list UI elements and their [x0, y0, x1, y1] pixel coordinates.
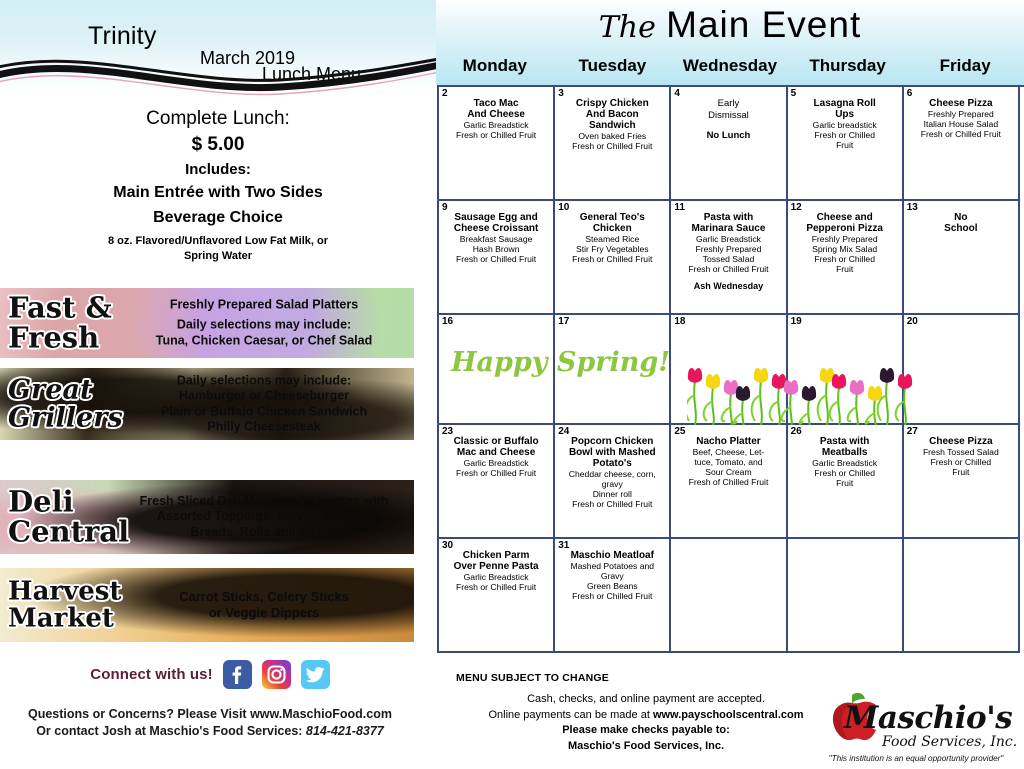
day-number: 30: [442, 540, 454, 551]
includes-entree: Main Entrée with Two Sides: [113, 184, 323, 201]
band-label-deli-central: Deli Central: [8, 484, 130, 548]
menu-item: Fresh or Chilled Fruit: [572, 499, 653, 510]
menu-items: [441, 98, 551, 140]
calendar-day-cell: [671, 87, 787, 201]
menu-item: Cheese Pizza: [929, 436, 993, 447]
day-number: 26: [790, 426, 802, 437]
contact-line-2: Or contact Josh at Maschio's Food Services: 814-421-8377: [36, 723, 384, 738]
instagram-icon[interactable]: [262, 660, 291, 689]
swoosh-divider: [0, 55, 450, 95]
menu-item: Green Beans: [586, 581, 638, 592]
menu-item: Spring Mix Salad: [812, 244, 878, 255]
category-band-harvest-market: [0, 568, 414, 642]
menu-item: Potato's: [592, 458, 632, 469]
calendar-day-cell: [439, 87, 555, 201]
category-band-great-grillers: [0, 368, 414, 440]
menu-items: [790, 436, 900, 488]
contact-line-1: Questions or Concerns? Please Visit www.MaschioFood.com: [28, 707, 392, 721]
menu-item: Oven baked Fries: [578, 131, 647, 141]
menu-items: [557, 212, 667, 264]
calendar-day-cell: [555, 87, 671, 201]
menu-item: Fresh of Chilled Fruit: [688, 477, 769, 488]
beverage-detail-milk: 8 oz. Flavored/Unflavored Low Fat Milk, or: [107, 235, 329, 247]
calendar-day-cell: [671, 425, 787, 539]
calendar-day-cell: [904, 425, 1020, 539]
menu-item: Taco Mac: [473, 98, 519, 109]
menu-item: Fresh or Chilled Fruit: [688, 264, 769, 275]
menu-item: Garlic breadstick: [812, 120, 877, 130]
maschios-logo: [808, 692, 1024, 769]
menu-item: Dinner roll: [592, 489, 632, 500]
menu-item: Garlic Breadstick: [695, 234, 761, 244]
menu-item: Breakfast Sausage: [459, 234, 533, 244]
menu-item: No Lunch: [706, 129, 751, 141]
connect-row: [0, 660, 420, 689]
menu-item: General Teo's: [579, 212, 645, 223]
complete-lunch-block: [0, 108, 436, 265]
beverage-detail-water: Spring Water: [183, 250, 253, 262]
band-desc-harvest-market: Carrot Sticks, Celery Sticks or Veggie Dippers: [179, 589, 349, 620]
category-band-deli-central: [0, 480, 414, 554]
menu-item: Fruit: [952, 467, 970, 478]
calendar-day-cell: [904, 87, 1020, 201]
includes-beverage: Beverage Choice: [153, 209, 283, 226]
calendar-grid: [437, 85, 1024, 653]
dayname-tuesday: Tuesday: [578, 56, 647, 75]
calendar-day-cell: [439, 201, 555, 315]
menu-item: Fresh Tossed Salad: [922, 447, 999, 457]
includes-label: Includes:: [185, 161, 251, 178]
menu-item: Fruit: [836, 478, 854, 489]
menu-item: Crispy Chicken: [575, 98, 649, 109]
calendar-title: [436, 4, 1024, 46]
menu-item: Fruit: [836, 140, 854, 151]
menu-items: [673, 436, 783, 487]
menu-item: Cheese Pizza: [929, 98, 993, 109]
menu-item: Fresh or Chilled Fruit: [920, 129, 1001, 140]
menu-item: Garlic Breadstick: [812, 458, 878, 468]
menu-items: [673, 98, 783, 142]
day-number: 2: [442, 88, 448, 99]
menu-item: Ups: [835, 109, 855, 120]
menu-item: tuce, Tomato, and: [694, 457, 763, 468]
menu-item: Popcorn Chicken: [571, 436, 654, 447]
calendar-day-cell: [904, 315, 1020, 425]
tulip-flowers-icon: [687, 357, 919, 425]
month-year: March 2019: [200, 48, 296, 68]
menu-item: Classic or Buffalo: [453, 436, 539, 447]
calendar-week-row: [439, 425, 1024, 539]
calendar-title-main: Main Event: [666, 4, 862, 45]
band-label-fast-fresh: Fast & Fresh: [8, 290, 112, 354]
calendar-empty-cell: [904, 539, 1020, 653]
calendar-day-cell: [555, 425, 671, 539]
menu-items: [557, 550, 667, 601]
payment-line-4: Maschio's Food Services, Inc.: [567, 739, 725, 752]
calendar-empty-cell: [788, 539, 904, 653]
band-desc-fast-fresh: Freshly Prepared Salad Platters Daily selections may include: Tuna, Chicken Caesar, or Chef Salad: [155, 297, 373, 348]
day-name-row: [436, 56, 1024, 76]
dayname-friday: Friday: [939, 56, 991, 75]
menu-item: Garlic Breadstick: [463, 458, 529, 468]
payment-line-3: Please make checks payable to:: [562, 724, 730, 737]
left-panel: [0, 0, 436, 769]
menu-item: Fresh or Chilled: [814, 468, 875, 479]
menu-item: Early: [717, 98, 740, 109]
menu-item: Cheese Croissant: [453, 223, 539, 234]
payment-info: [436, 692, 856, 754]
day-number: 13: [906, 202, 918, 213]
band-desc-deli-central: Fresh Sliced Deli Meats and Cheeses with Assorted Toppings. Served on fresh Breads, Rolls and Wraps: [139, 494, 389, 539]
payment-line-2: Online payments can be made at www.payschoolscentral.com: [488, 708, 804, 721]
equal-opportunity-statement: "This institution is an equal opportunity provider": [828, 754, 1004, 763]
calendar-header-banner: [436, 0, 1024, 85]
menu-item: Italian House Salad: [923, 119, 999, 130]
day-number: 16: [442, 316, 454, 327]
day-number: 20: [906, 316, 918, 327]
day-number: 11: [674, 202, 685, 213]
day-number: 5: [790, 88, 797, 99]
menu-item: Sour Cream: [705, 467, 752, 478]
menu-type-label: Lunch Menu: [262, 64, 362, 84]
menu-items: [790, 98, 900, 150]
day-number: 24: [558, 426, 570, 437]
menu-item: Nacho Platter: [696, 436, 761, 447]
band-desc-great-grillers: Daily selections may include: Hamburger or Cheeseburger Plain or Buffalo Chicken Sandwich Philly Cheesesteak: [160, 373, 368, 434]
calendar-week-row: [439, 201, 1024, 315]
day-number: 27: [906, 426, 918, 437]
menu-item: Fresh or Chilled Fruit: [572, 591, 653, 602]
menu-item: Chicken: [592, 223, 632, 234]
menu-item: And Cheese: [467, 109, 525, 120]
menu-item: Sausage Egg and: [454, 212, 538, 223]
menu-items: [441, 436, 551, 478]
happy-spring-text: Happy Spring!: [451, 347, 671, 378]
menu-items: [441, 550, 551, 592]
logo-wordmark: Maschio's: [844, 700, 1013, 736]
menu-item: Fresh or Chilled: [814, 254, 875, 265]
calendar-day-cell: [555, 201, 671, 315]
menu-item: Over Penne Pasta: [453, 561, 539, 572]
day-number: 6: [906, 88, 913, 99]
menu-item: Lasagna Roll: [813, 98, 876, 109]
complete-lunch-price: $ 5.00: [191, 134, 245, 155]
menu-item: Fruit: [836, 264, 854, 275]
day-number: 31: [558, 540, 570, 551]
menu-item: Fresh or Chilled Fruit: [455, 130, 537, 141]
menu-items: [673, 212, 783, 292]
facebook-icon[interactable]: [223, 660, 252, 689]
menu-items: [906, 98, 1016, 139]
day-number: 4: [674, 88, 680, 99]
calendar-day-cell: [904, 201, 1020, 315]
day-number: 3: [558, 88, 564, 99]
band-label-great-grillers: Great Grillers: [8, 374, 123, 433]
connect-label: Connect with us!: [90, 666, 213, 683]
calendar-day-cell: [788, 425, 904, 539]
menu-items: [441, 212, 551, 264]
menu-item: gravy: [601, 479, 623, 490]
calendar-empty-cell: [671, 539, 787, 653]
calendar-day-cell: [439, 425, 555, 539]
menu-item: Fresh or Chilled Fruit: [455, 254, 537, 265]
dayname-wednesday: Wednesday: [682, 56, 778, 75]
calendar-panel: [436, 0, 1024, 769]
menu-item: Fresh or Chilled Fruit: [455, 468, 537, 479]
menu-item: Freshly Prepared: [695, 244, 762, 255]
menu-item: Tossed Salad: [702, 254, 755, 265]
contact-info: [0, 706, 420, 740]
menu-item: Freshly Prepared: [811, 234, 878, 244]
menu-item: Gravy: [600, 571, 624, 582]
menu-item: Bowl with Mashed: [568, 447, 656, 458]
menu-item: Fresh or Chilled Fruit: [572, 141, 653, 152]
calendar-day-cell: [555, 539, 671, 653]
day-number: 23: [442, 426, 454, 437]
day-number: 19: [790, 316, 802, 327]
calendar-day-cell: [788, 201, 904, 315]
menu-item: Garlic Breadstick: [463, 120, 529, 130]
menu-item: Chicken Parm: [462, 550, 530, 561]
menu-item: No: [954, 212, 968, 223]
menu-item: Stir Fry Vegetables: [575, 244, 649, 255]
menu-item: Cheddar cheese, corn,: [568, 469, 656, 479]
calendar-week-row: [439, 539, 1024, 653]
menu-item: Maschio Meatloaf: [570, 550, 654, 561]
day-number: 17: [558, 316, 570, 327]
dayname-monday: Monday: [462, 56, 527, 75]
payment-site: www.payschoolscentral.com: [652, 708, 804, 721]
menu-item: Pasta with: [819, 436, 870, 447]
payment-line-1: Cash, checks, and online payment are accepted.: [527, 693, 765, 705]
menu-item: Dismissal: [708, 110, 749, 122]
day-number: 25: [674, 426, 686, 437]
menu-items: [906, 436, 1016, 477]
menu-item: Garlic Breadstick: [463, 572, 529, 582]
menu-item: Meatballs: [821, 447, 868, 458]
menu-item: Pasta with: [703, 212, 754, 223]
menu-item: Ash Wednesday: [693, 281, 764, 292]
day-number: 18: [674, 316, 686, 327]
menu-items: [906, 212, 1016, 234]
contact-phone: 814-421-8377: [305, 723, 384, 738]
menu-items: [790, 212, 900, 274]
band-label-harvest-market: Harvest Market: [8, 576, 122, 633]
day-number: 10: [558, 202, 570, 213]
menu-item: Pepperoni Pizza: [806, 223, 883, 234]
complete-lunch-title: Complete Lunch:: [146, 108, 290, 129]
menu-item: And Bacon: [585, 109, 639, 120]
logo-subtitle: Food Services, Inc.: [882, 734, 1018, 750]
menu-item: Marinara Sauce: [691, 223, 766, 234]
menu-item: Fresh or Chilled Fruit: [572, 254, 653, 265]
day-number: 9: [442, 202, 448, 213]
menu-item: Sandwich: [588, 120, 636, 131]
calendar-day-cell: [788, 87, 904, 201]
menu-items: [557, 436, 667, 509]
calendar-day-cell: [671, 201, 787, 315]
dayname-thursday: Thursday: [809, 56, 886, 75]
calendar-week-row: [439, 87, 1024, 201]
category-band-fast-fresh: [0, 288, 414, 358]
calendar-day-cell: [439, 539, 555, 653]
menu-item: Cheese and: [816, 212, 873, 223]
menu-item: Beef, Cheese, Let-: [692, 447, 765, 457]
menu-item: School: [944, 223, 978, 234]
school-name: Trinity: [88, 22, 157, 50]
menu-items: [557, 98, 667, 151]
menu-item: Fresh or Chilled Fruit: [455, 582, 537, 593]
calendar-title-the: The: [598, 10, 656, 45]
twitter-icon[interactable]: [301, 660, 330, 689]
menu-item: Fresh or Chilled: [930, 457, 992, 468]
menu-subject-to-change: MENU SUBJECT TO CHANGE: [456, 672, 609, 684]
day-number: 12: [790, 202, 802, 213]
menu-item: Hash Brown: [472, 244, 520, 255]
menu-item: Steamed Rice: [585, 234, 640, 244]
menu-item: Freshly Prepared: [927, 109, 994, 119]
menu-item: Mac and Cheese: [456, 447, 536, 458]
calendar-week-row: [439, 315, 1024, 425]
menu-item: Mashed Potatoes and: [570, 561, 655, 571]
menu-item: Fresh or Chilled: [814, 130, 875, 141]
